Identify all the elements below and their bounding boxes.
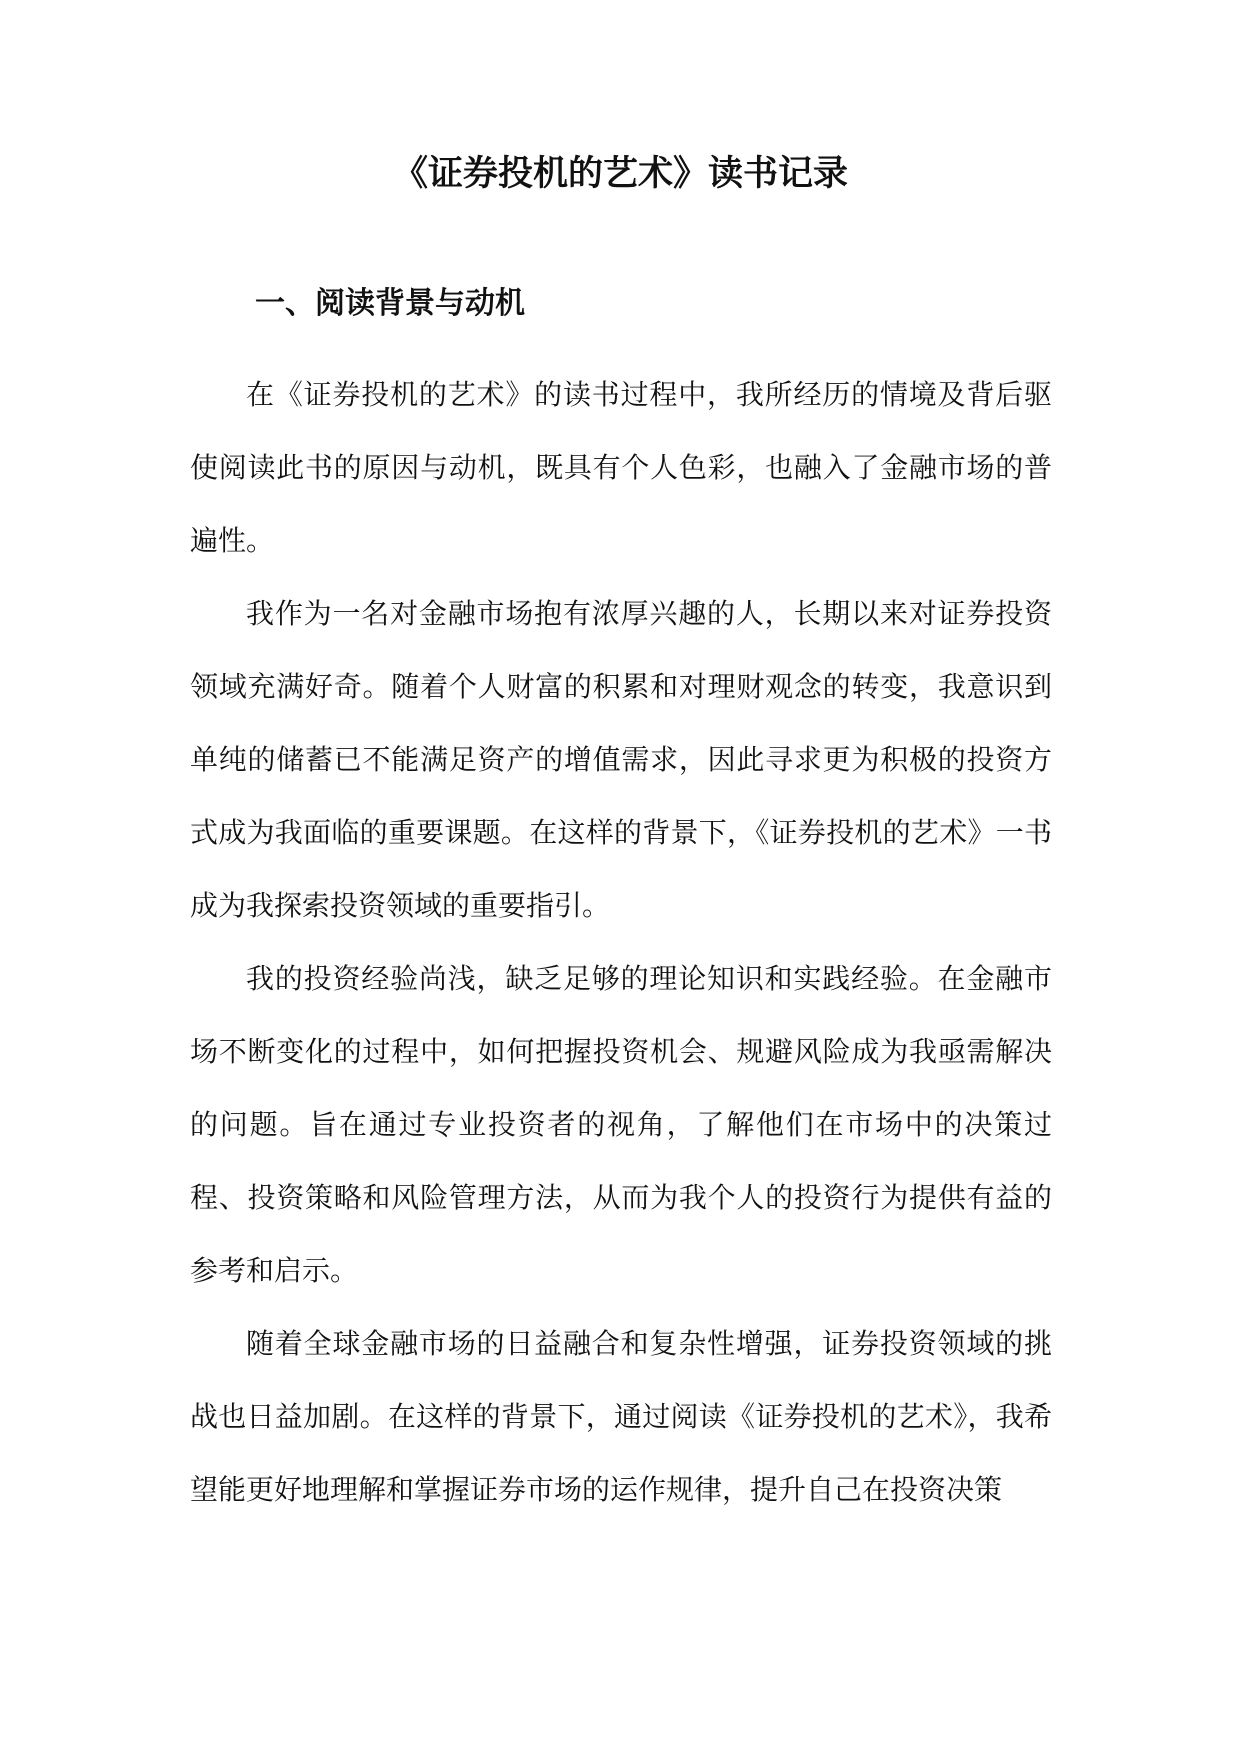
document-title: 《证券投机的艺术》读书记录 <box>392 154 848 194</box>
paragraph: 随着全球金融市场的日益融合和复杂性增强，证券投资领域的挑战也日益加剧。在这样的背景下，通过阅读《证券投机的艺术》，我希望能更好地理解和掌握证券市场的运作规律，提升自己在投资决策 <box>190 1327 1052 1506</box>
document-body <box>190 358 1052 1526</box>
paragraph: 在《证券投机的艺术》的读书过程中，我所经历的情境及背后驱使阅读此书的原因与动机，既具有个人色彩，也融入了金融市场的普遍性。 <box>190 378 1052 557</box>
paragraph: 我作为一名对金融市场抱有浓厚兴趣的人，长期以来对证券投资领域充满好奇。随着个人财富的积累和对理财观念的转变，我意识到单纯的储蓄已不能满足资产的增值需求，因此寻求更为积极的投资方式成为我面临的重要课题。在这样的背景下，《证券投机的艺术》一书成为我探索投资领域的重要指引。 <box>190 597 1052 922</box>
paragraph: 我的投资经验尚浅，缺乏足够的理论知识和实践经验。在金融市场不断变化的过程中，如何把握投资机会、规避风险成为我亟需解决的问题。旨在通过专业投资者的视角，了解他们在市场中的决策过程、投资策略和风险管理方法，从而为我个人的投资行为提供有益的参考和启示。 <box>190 962 1052 1287</box>
section-heading: 一、阅读背景与动机 <box>255 286 525 321</box>
